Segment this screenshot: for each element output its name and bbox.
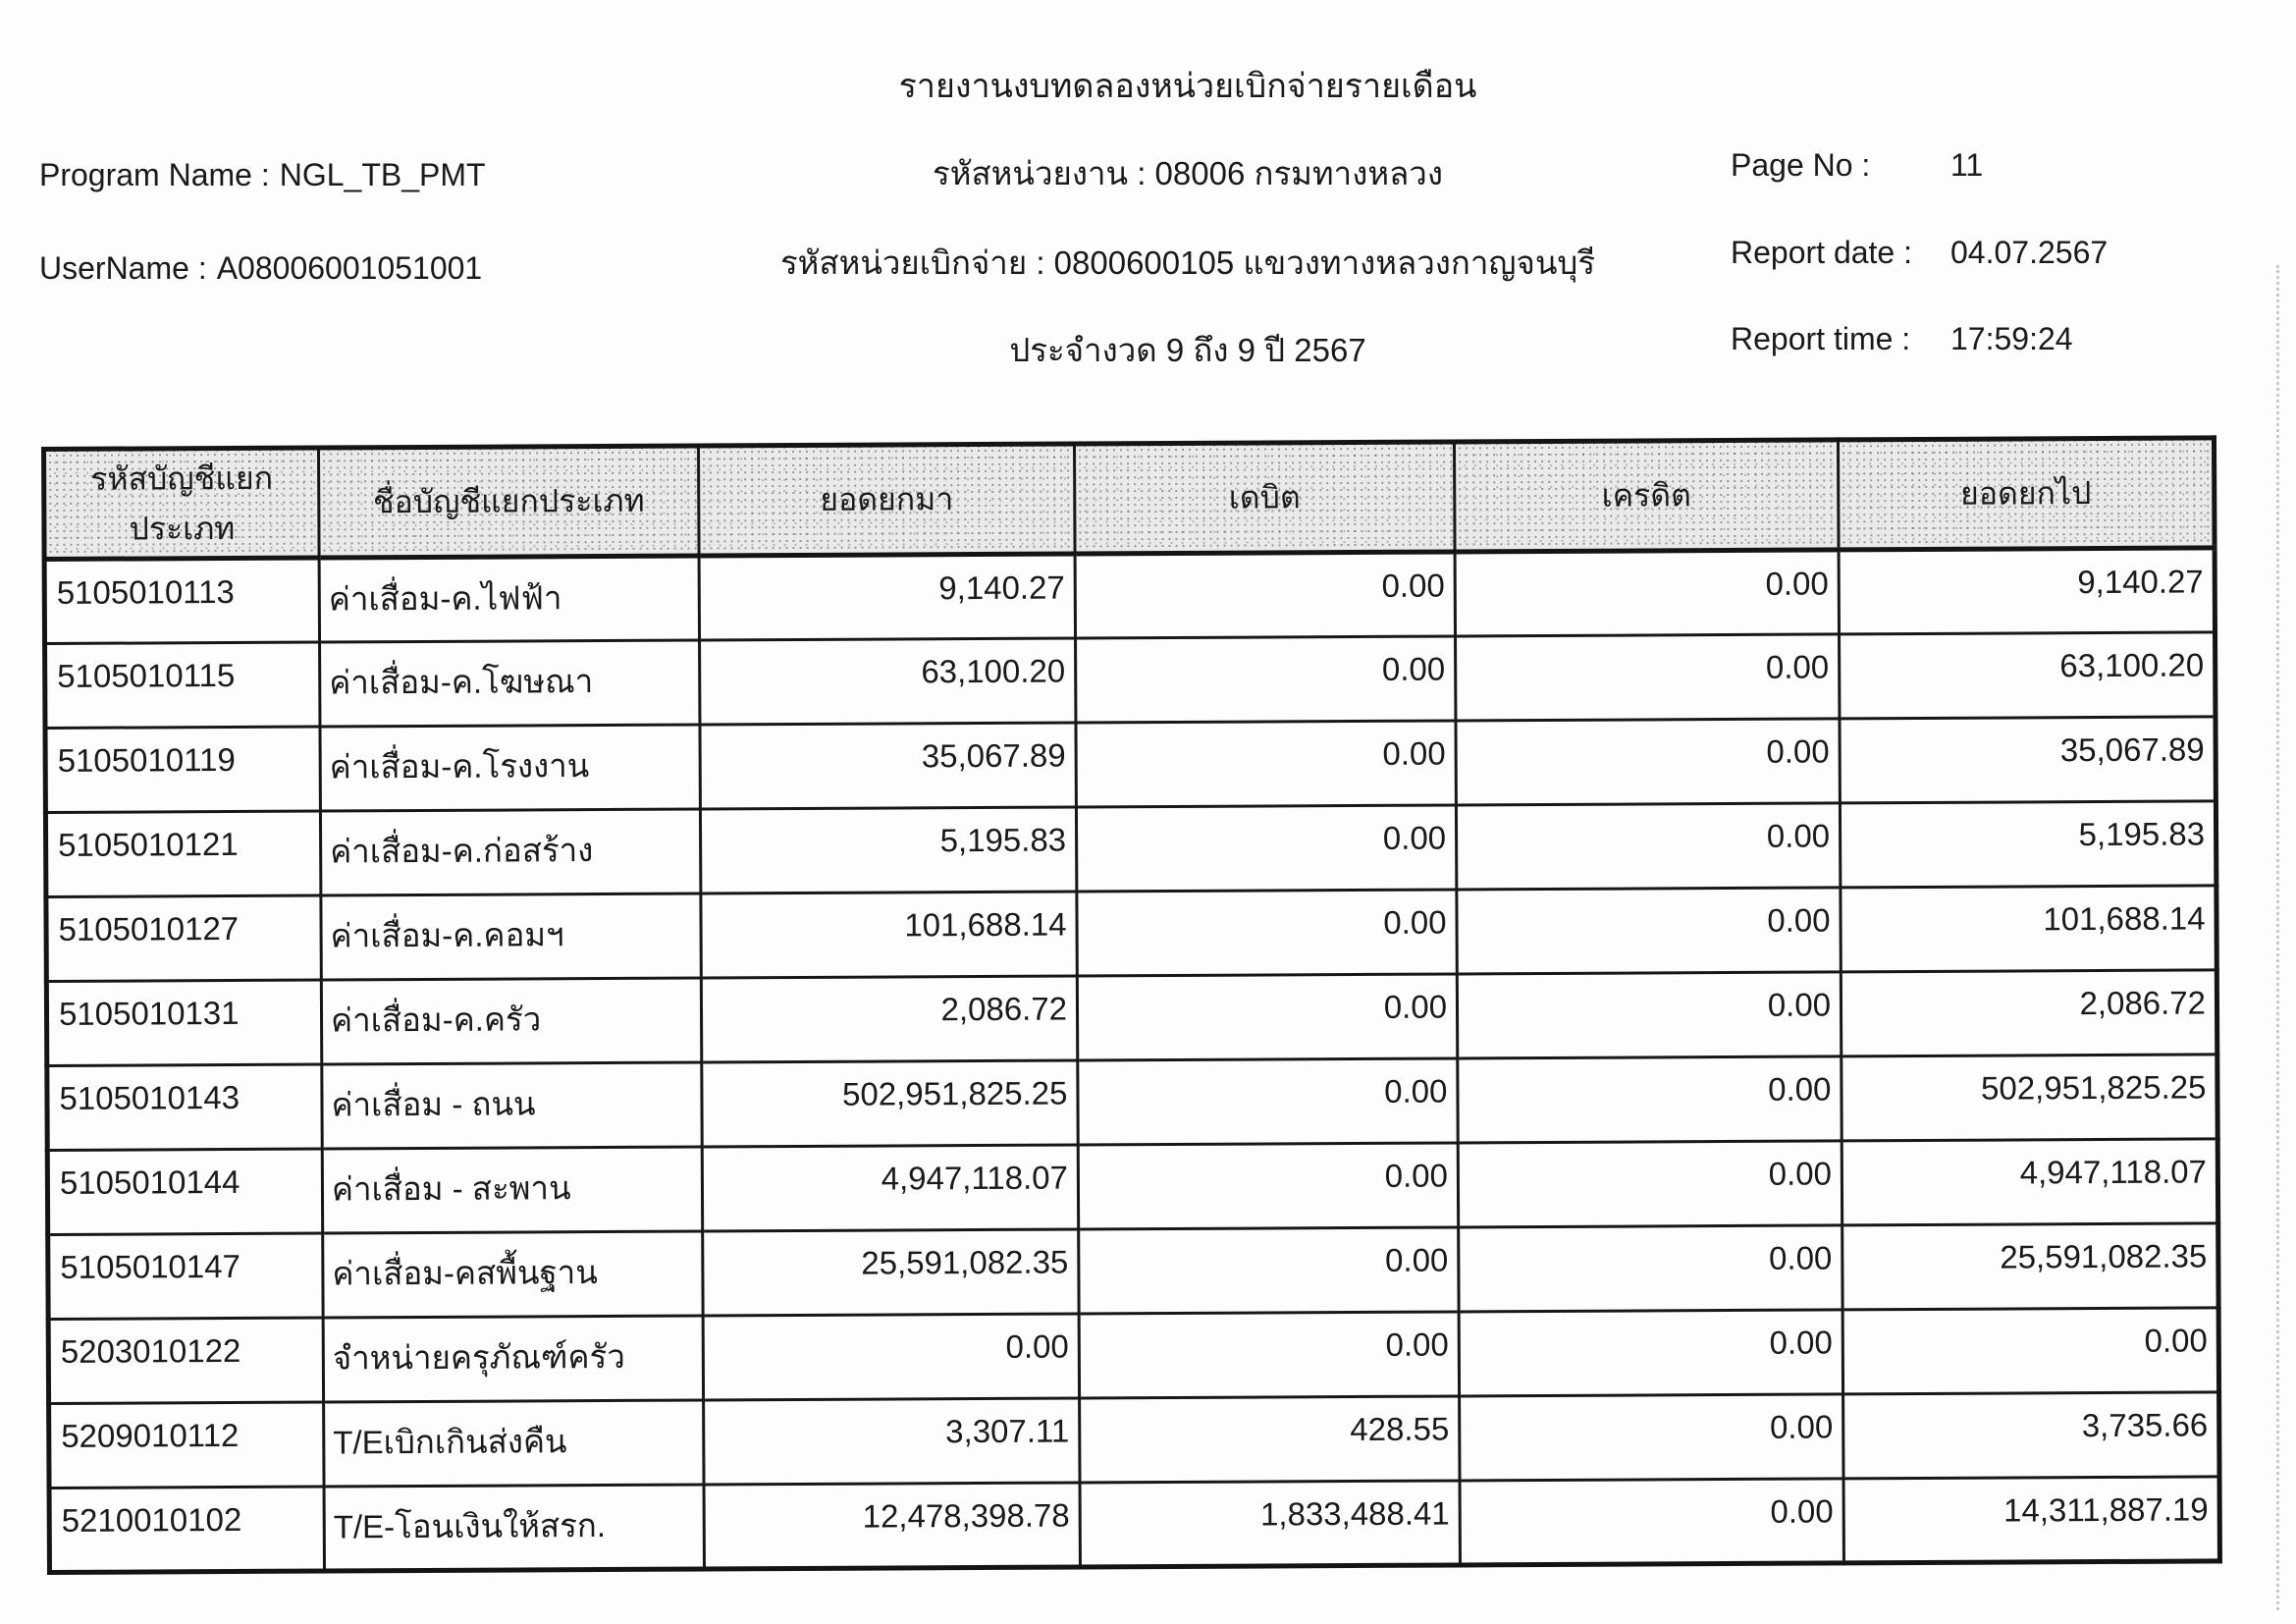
credit-cell: 0.00 [1460,1394,1843,1481]
carried-forward-cell: 0.00 [1842,1308,2218,1394]
account-code-cell: 5105010115 [45,642,320,728]
account-code-cell: 5105010127 [46,895,321,981]
account-code-cell: 5105010143 [47,1064,322,1150]
carried-forward-cell: 14,311,887.19 [1843,1477,2219,1563]
agency-code-line: รหัสหน่วยงาน : 08006 กรมทางหลวง [933,155,1443,191]
carried-forward-cell: 2,086.72 [1841,970,2216,1056]
credit-cell: 0.00 [1457,972,1841,1058]
credit-cell: 0.00 [1456,719,1840,805]
debit-cell: 0.00 [1075,552,1455,638]
brought-forward-cell: 5,195.83 [700,807,1076,893]
carried-forward-cell: 4,947,118.07 [1842,1139,2217,1225]
credit-cell: 0.00 [1457,888,1841,974]
scan-page-edge [2276,265,2279,1610]
col-header-carried-forward: ยอดยกไป [1838,438,2215,550]
carried-forward-cell: 9,140.27 [1839,548,2215,634]
account-code-cell: 5210010102 [49,1487,324,1572]
account-name-cell: จำหน่ายครุภัณฑ์ครัว [323,1316,703,1402]
table-header [44,438,2216,560]
credit-cell: 0.00 [1460,1479,1843,1565]
debit-cell: 0.00 [1078,1058,1458,1145]
table-row [49,1392,2219,1489]
page-no-value: 11 [1950,147,1984,183]
account-name-cell: ค่าเสื่อม - สะพาน [322,1147,702,1233]
carried-forward-cell: 502,951,825.25 [1842,1055,2217,1141]
account-name-cell: ค่าเสื่อม-ค.ไฟฟ้า [319,556,699,642]
account-code-cell: 5105010147 [48,1233,323,1319]
debit-cell: 0.00 [1079,1227,1459,1314]
program-name-line [39,157,486,193]
table-header-row [44,438,2216,560]
brought-forward-cell: 0.00 [703,1314,1079,1400]
table-row [47,1139,2217,1235]
table-row [49,1477,2219,1573]
account-code-cell: 5105010144 [47,1149,322,1234]
disbursement-unit-line: รหัสหน่วยเบิกจ่าย : 0800600105 แขวงทางหลวงกาญจนบุรี [779,244,1596,281]
page-no-label: Page No : [1731,147,1871,183]
account-code-cell: 5105010119 [45,727,320,812]
table-row [48,1308,2218,1404]
table-container [41,435,2217,1575]
debit-cell: 0.00 [1077,890,1457,976]
table-row [48,1223,2218,1320]
account-name-cell: ค่าเสื่อม - ถนน [322,1062,702,1149]
account-code-cell: 5105010131 [46,980,321,1065]
table-row [45,717,2216,813]
col-header-account-name: ชื่อบัญชีแยกประเภท [319,446,700,558]
carried-forward-cell: 63,100.20 [1840,632,2216,719]
report-time-label: Report time : [1731,321,1911,356]
report-date-label: Report date : [1731,235,1912,270]
table-row [46,886,2216,982]
credit-cell: 0.00 [1456,803,1840,890]
col-header-debit: เดบิต [1074,442,1455,554]
table-row [44,548,2215,644]
debit-cell: 0.00 [1076,805,1456,892]
debit-cell: 428.55 [1080,1396,1460,1483]
account-name-cell: ค่าเสื่อม-ค.โฆษณา [320,640,700,727]
account-name-cell: ค่าเสื่อม-คสพื้นฐาน [323,1231,703,1318]
account-name-cell: ค่าเสื่อม-ค.ก่อสร้าง [320,809,700,895]
table-row [47,1055,2217,1151]
credit-cell: 0.00 [1459,1225,1842,1312]
debit-cell: 0.00 [1077,974,1457,1060]
credit-cell: 0.00 [1458,1141,1842,1227]
brought-forward-cell: 9,140.27 [699,554,1075,640]
program-name-value: NGL_TB_PMT [279,157,486,192]
debit-cell: 0.00 [1078,1143,1458,1229]
carried-forward-cell: 25,591,082.35 [1842,1223,2218,1310]
username-label: UserName : [39,250,207,286]
username-line [39,250,482,287]
debit-cell: 1,833,488.41 [1080,1481,1460,1567]
col-header-brought-forward: ยอดยกมา [698,444,1075,556]
carried-forward-cell: 35,067.89 [1840,717,2216,803]
debit-cell: 0.00 [1079,1312,1459,1398]
table-body [44,548,2219,1573]
account-code-cell: 5105010113 [44,558,319,643]
carried-forward-cell: 3,735.66 [1843,1392,2219,1479]
brought-forward-cell: 3,307.11 [704,1398,1080,1485]
carried-forward-cell: 101,688.14 [1841,886,2216,972]
brought-forward-cell: 502,951,825.25 [702,1060,1078,1147]
program-name-label: Program Name : [39,157,270,192]
account-code-cell: 5105010121 [45,811,320,896]
username-value: A08006001051001 [216,250,483,286]
account-code-cell: 5203010122 [48,1318,323,1403]
brought-forward-cell: 25,591,082.35 [703,1229,1079,1316]
credit-cell: 0.00 [1458,1056,1842,1143]
col-header-account-code: รหัสบัญชีแยกประเภท [44,448,320,559]
report-date-value: 04.07.2567 [1950,235,2109,270]
report-title: รายงานงบทดลองหน่วยเบิกจ่ายรายเดือน [898,68,1477,105]
account-name-cell: T/E-โอนเงินให้สรก. [324,1485,704,1571]
period-line: ประจำงวด 9 ถึง 9 ปี 2567 [1009,332,1366,368]
table-row [45,801,2216,897]
credit-cell: 0.00 [1455,550,1839,636]
account-name-cell: ค่าเสื่อม-ค.โรงงาน [320,725,700,811]
brought-forward-cell: 35,067.89 [700,723,1076,809]
report-time-value: 17:59:24 [1950,321,2073,356]
table-row [45,632,2216,729]
account-name-cell: ค่าเสื่อม-ค.ครัว [321,978,701,1064]
brought-forward-cell: 12,478,398.78 [704,1483,1080,1569]
col-header-credit: เครดิต [1454,440,1839,552]
carried-forward-cell: 5,195.83 [1840,801,2216,888]
account-name-cell: T/Eเบิกเกินส่งคืน [324,1400,704,1487]
credit-cell: 0.00 [1459,1310,1842,1396]
brought-forward-cell: 4,947,118.07 [702,1145,1078,1231]
debit-cell: 0.00 [1076,636,1456,723]
brought-forward-cell: 63,100.20 [700,638,1076,725]
brought-forward-cell: 101,688.14 [701,892,1077,978]
account-name-cell: ค่าเสื่อม-ค.คอมฯ [321,893,701,980]
table-row [46,970,2216,1066]
trial-balance-table [41,435,2222,1575]
credit-cell: 0.00 [1456,634,1840,721]
debit-cell: 0.00 [1076,721,1456,807]
brought-forward-cell: 2,086.72 [701,976,1077,1062]
account-code-cell: 5209010112 [49,1402,324,1488]
